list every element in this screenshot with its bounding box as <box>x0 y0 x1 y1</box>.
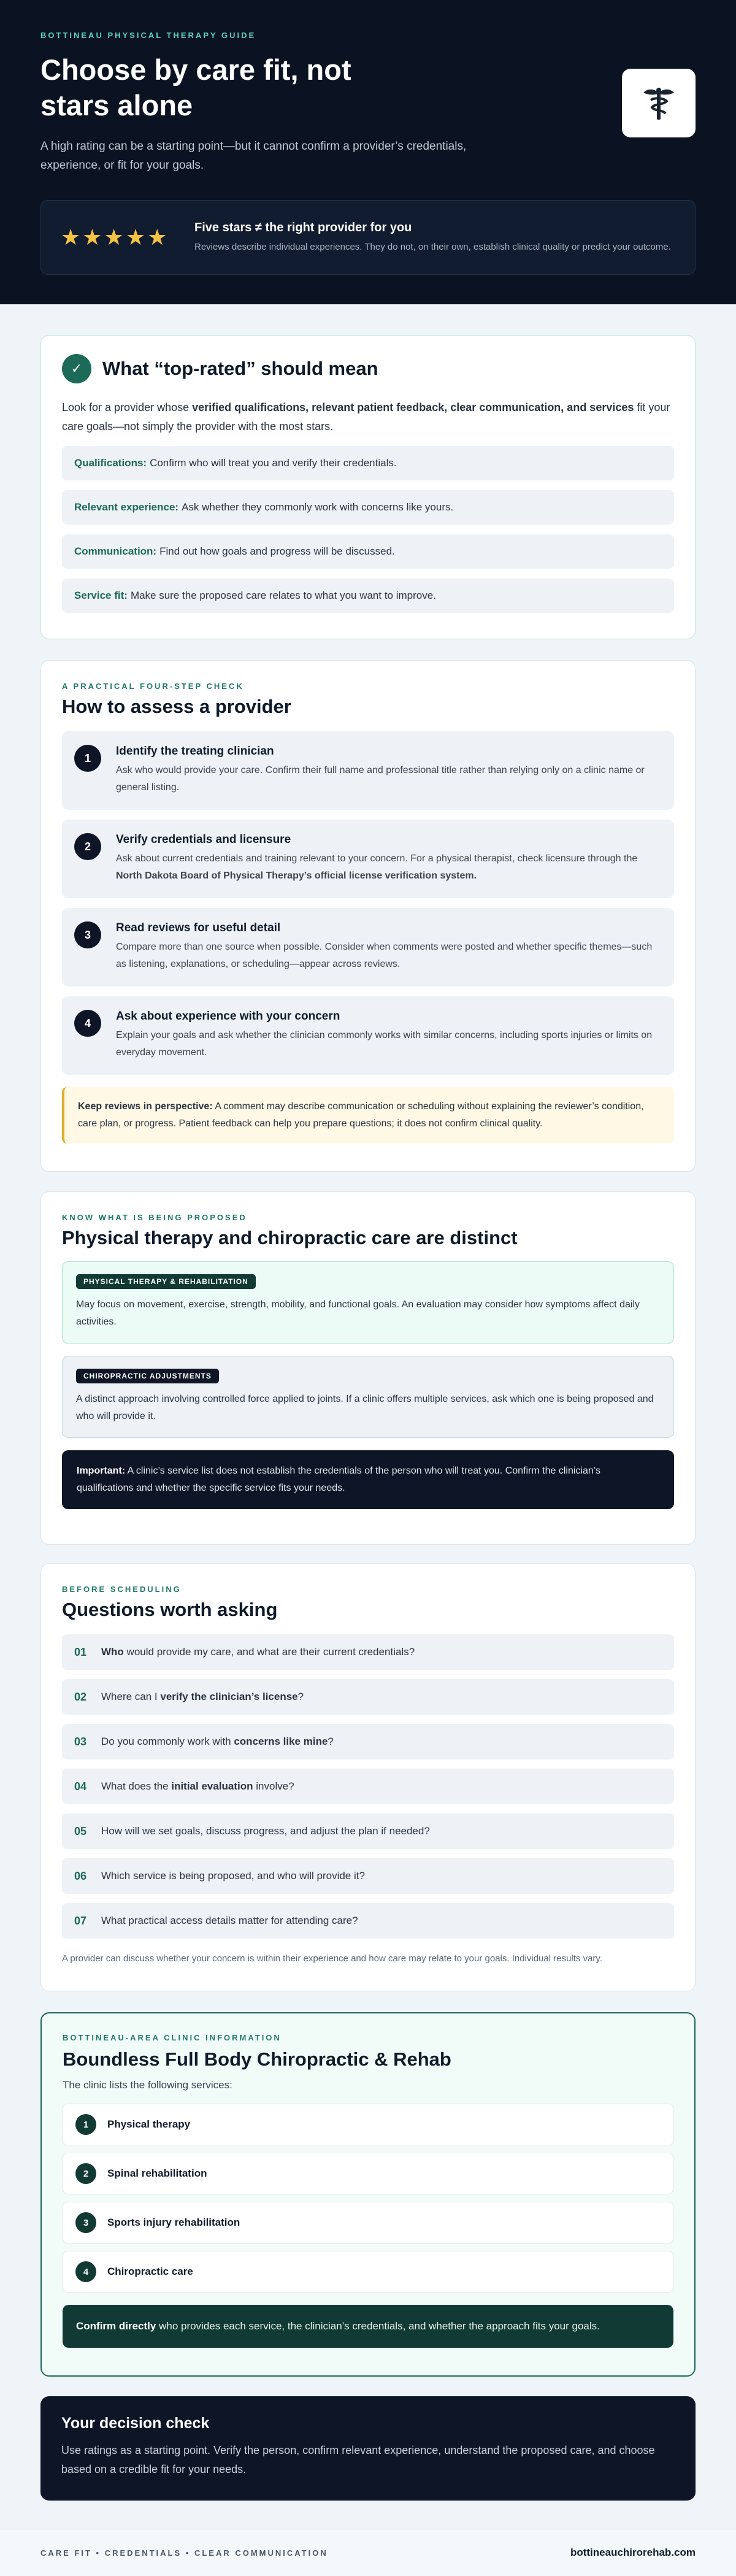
rating-disclaimer-panel <box>40 200 696 275</box>
question-row <box>62 1903 674 1939</box>
question-row <box>62 1813 674 1849</box>
clinic-service-item <box>63 2251 673 2293</box>
questions-list <box>62 1634 674 1939</box>
question-text: Who would provide my care, and what are their current credentials? <box>101 1646 415 1658</box>
service-number: 4 <box>75 2261 96 2282</box>
question-number: 03 <box>74 1735 87 1748</box>
question-number: 02 <box>74 1690 87 1703</box>
service-pill: PHYSICAL THERAPY & REHABILITATION <box>76 1274 256 1289</box>
questions-section <box>40 1563 696 1991</box>
section-eyebrow: BEFORE SCHEDULING <box>62 1585 182 1594</box>
step-item <box>62 731 674 810</box>
footer-tagline: CARE FIT • CREDENTIALS • CLEAR COMMUNICATION <box>40 2548 328 2558</box>
chiropractic-box <box>62 1356 674 1438</box>
service-number: 2 <box>75 2163 96 2184</box>
step-number: 2 <box>74 833 101 860</box>
step-text: Compare more than one source when possible. Consider when comments were posted and whether specific themes—such as listening, explanations, or scheduling—appear across reviews. <box>116 942 653 969</box>
clinic-service-item <box>63 2104 673 2145</box>
step-text: Ask who would provide your care. Confirm their full name and professional title rather than relying only on a clinic name or general listing. <box>116 765 645 793</box>
confirm-directly-note: Confirm directly who provides each service, the clinician’s credentials, and whether the approach fits your goals. <box>63 2305 673 2348</box>
section-title: Questions worth asking <box>62 1599 278 1620</box>
step-number: 4 <box>74 1010 101 1037</box>
step-number: 1 <box>74 745 101 772</box>
top-rated-section <box>40 335 696 639</box>
page-footer <box>0 2529 736 2576</box>
decision-text: Use ratings as a starting point. Verify the person, confirm relevant experience, understand the proposed care, and choose based on a credible fit for your needs. <box>61 2444 655 2475</box>
question-number: 01 <box>74 1645 87 1658</box>
criteria-row: Qualifications: Confirm who will treat you and verify their credentials. <box>62 446 674 480</box>
section-eyebrow: KNOW WHAT IS BEING PROPOSED <box>62 1213 247 1222</box>
top-rated-heading <box>62 354 674 383</box>
step-title: Read reviews for useful detail <box>116 921 281 934</box>
page-title: Choose by care fit, not stars alone <box>40 53 351 121</box>
step-title: Verify credentials and licensure <box>116 833 291 846</box>
step-item <box>62 908 674 986</box>
section-title: How to assess a provider <box>62 696 291 717</box>
reviews-perspective-callout: Keep reviews in perspective: A comment may describe communication or scheduling without explaining the reviewer’s condition, care plan, or progress. Patient feedback can help you prepare questions; it does not confirm clinical quality. <box>62 1087 674 1144</box>
question-text: What practical access details matter for attending care? <box>101 1915 358 1926</box>
question-number: 04 <box>74 1780 87 1793</box>
question-text: Where can I verify the clinician’s license? <box>101 1691 304 1702</box>
caduceus-logo-icon <box>638 83 679 123</box>
question-text: What does the initial evaluation involve? <box>101 1780 294 1792</box>
step-number: 3 <box>74 921 101 948</box>
assess-provider-section <box>40 660 696 1172</box>
criteria-row: Service fit: Make sure the proposed care relates to what you want to improve. <box>62 579 674 613</box>
criteria-row: Relevant experience: Ask whether they commonly work with concerns like yours. <box>62 490 674 525</box>
question-row <box>62 1769 674 1804</box>
question-row <box>62 1724 674 1759</box>
service-description: May focus on movement, exercise, strength, mobility, and functional goals. An evaluation may consider how symptoms affect daily activities. <box>76 1299 640 1327</box>
hero-subtitle: A high rating can be a starting point—but it cannot confirm a provider’s credentials, experience, or fit for your goals. <box>40 140 467 172</box>
clinic-services-list <box>63 2104 673 2293</box>
decision-title: Your decision check <box>61 2415 210 2432</box>
rating-disclaimer-desc: Reviews describe individual experiences. They do not, on their own, establish clinical quality or predict your outcome. <box>194 242 671 252</box>
question-text: How will we set goals, discuss progress, and adjust the plan if needed? <box>101 1825 430 1837</box>
clinic-services-intro: The clinic lists the following services: <box>63 2079 232 2091</box>
rating-disclaimer-title: Five stars ≠ the right provider for you <box>194 221 412 234</box>
section-title: What “top-rated” should mean <box>102 358 378 379</box>
service-label: Sports injury rehabilitation <box>107 2217 240 2228</box>
hero-header <box>0 0 736 304</box>
criteria-row: Communication: Find out how goals and progress will be discussed. <box>62 534 674 569</box>
top-rated-intro: Look for a provider whose verified qualifications, relevant patient feedback, clear communication, and services fit your care goals—not simply the provider with the most stars. <box>62 401 670 433</box>
service-pill: CHIROPRACTIC ADJUSTMENTS <box>76 1369 219 1383</box>
section-eyebrow: BOTTINEAU-AREA CLINIC INFORMATION <box>63 2033 282 2042</box>
step-item <box>62 996 674 1075</box>
clinic-service-item <box>63 2153 673 2194</box>
section-eyebrow: A PRACTICAL FOUR-STEP CHECK <box>62 682 244 691</box>
step-title: Ask about experience with your concern <box>116 1010 340 1023</box>
questions-footnote: A provider can discuss whether your concern is within their experience and how care may relate to your goals. Individual results vary. <box>62 1953 602 1964</box>
service-label: Spinal rehabilitation <box>107 2167 207 2179</box>
section-title: Physical therapy and chiropractic care are distinct <box>62 1227 518 1248</box>
decision-check-section <box>40 2396 696 2501</box>
rating-disclaimer-text <box>194 221 673 254</box>
clinic-service-item <box>63 2202 673 2243</box>
step-title: Identify the treating clinician <box>116 745 274 758</box>
five-star-rating-icon: ★★★★★ <box>61 225 169 250</box>
clinic-name: Boundless Full Body Chiropractic & Rehab <box>63 2048 451 2070</box>
license-verification-link[interactable]: North Dakota Board of Physical Therapy’s official license verification system. <box>116 871 477 881</box>
question-row <box>62 1679 674 1715</box>
question-text: Which service is being proposed, and who will provide it? <box>101 1870 365 1882</box>
care-distinction-section <box>40 1191 696 1545</box>
important-note: Important: A clinic’s service list does not establish the credentials of the person who will treat you. Confirm the clinician’s qualifications and whether the specific service fits your needs. <box>62 1450 674 1509</box>
question-row <box>62 1858 674 1894</box>
hero-eyebrow: BOTTINEAU PHYSICAL THERAPY GUIDE <box>40 31 256 40</box>
question-number: 06 <box>74 1869 87 1882</box>
step-text: Explain your goals and ask whether the clinician commonly works with similar concerns, including sports injuries or limits on everyday movement. <box>116 1030 653 1058</box>
website-link[interactable]: bottineauchirorehab.com <box>570 2547 696 2558</box>
step-text: Ask about current credentials and training relevant to your concern. For a physical therapist, check licensure through the North Dakota Board of Physical Therapy’s official license verification system. <box>116 853 638 881</box>
question-row <box>62 1634 674 1670</box>
question-text: Do you commonly work with concerns like mine? <box>101 1736 334 1747</box>
service-label: Physical therapy <box>107 2118 191 2130</box>
step-item <box>62 820 674 898</box>
clinic-logo <box>622 69 696 137</box>
checkmark-icon: ✓ <box>62 354 91 383</box>
question-number: 05 <box>74 1824 87 1837</box>
service-label: Chiropractic care <box>107 2266 193 2277</box>
clinic-info-section <box>40 2012 696 2377</box>
question-number: 07 <box>74 1914 87 1927</box>
physical-therapy-box <box>62 1261 674 1344</box>
service-number: 3 <box>75 2212 96 2233</box>
service-number: 1 <box>75 2114 96 2135</box>
service-description: A distinct approach involving controlled force applied to joints. If a clinic offers multiple services, ask which one is being proposed and who will provide it. <box>76 1394 654 1421</box>
